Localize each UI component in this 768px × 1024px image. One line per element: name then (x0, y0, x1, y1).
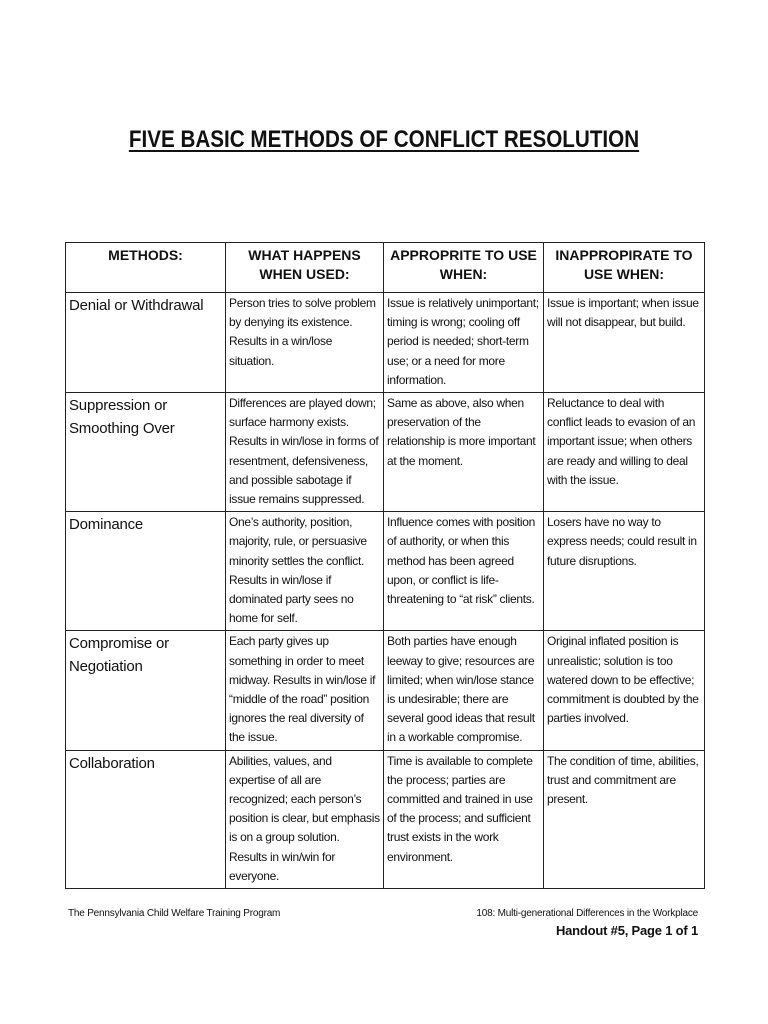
inappropriate-cell: Issue is important; when issue will not disappear, but build. (544, 293, 705, 393)
inappropriate-cell: Losers have no way to express needs; could result in future disruptions. (544, 512, 705, 631)
what-happens-cell: Person tries to solve problem by denying its existence. Results in a win/lose situation. (226, 293, 384, 393)
what-happens-cell: Abilities, values, and expertise of all are recognized; each person’s position is clear, but emphasis is on a group solution. Results in win/win for everyone. (226, 750, 384, 888)
footer-program-name: The Pennsylvania Child Welfare Training Program (68, 908, 281, 919)
method-cell: Collaboration (66, 750, 226, 888)
appropriate-cell: Time is available to complete the process; parties are committed and trained in use of the process; and sufficient trust exists in the work environment. (384, 750, 544, 888)
table-row (66, 512, 705, 631)
inappropriate-cell: The condition of time, abilities, trust and commitment are present. (544, 750, 705, 888)
header-what-happens: WHAT HAPPENS WHEN USED: (226, 243, 384, 293)
table-header-row (66, 243, 705, 293)
appropriate-cell: Both parties have enough leeway to give; resources are limited; when win/lose stance is undesirable; there are several good ideas that result in a workable compromise. (384, 631, 544, 750)
what-happens-cell: Differences are played down; surface harmony exists. Results in win/lose in forms of resentment, defensiveness, and possible sabotage if issue remains suppressed. (226, 393, 384, 512)
footer-handout-page: Handout #5, Page 1 of 1 (555, 923, 698, 938)
inappropriate-cell: Reluctance to deal with conflict leads to evasion of an important issue; when others are ready and willing to deal with the issue. (544, 393, 705, 512)
method-cell: Denial or Withdrawal (66, 293, 226, 393)
method-cell: Compromise or Negotiation (66, 631, 226, 750)
table-row (66, 631, 705, 750)
appropriate-cell: Influence comes with position of authority, or when this method has been agreed upon, or conflict is life-threatening to “at risk” clients. (384, 512, 544, 631)
table-row (66, 393, 705, 512)
table-row (66, 750, 705, 888)
header-inappropriate: INAPPROPIRATE TO USE WHEN: (544, 243, 705, 293)
what-happens-cell: Each party gives up something in order to meet midway. Results in win/lose if “middle of the road” position ignores the real diversity of the issue. (226, 631, 384, 750)
what-happens-cell: One’s authority, position, majority, rule, or persuasive minority settles the conflict. Results in win/lose if dominated party sees no home for self. (226, 512, 384, 631)
header-methods: METHODS: (66, 243, 226, 293)
footer-course-title: 108: Multi-generational Differences in the Workplace (476, 908, 698, 919)
page-title: FIVE BASIC METHODS OF CONFLICT RESOLUTION (128, 126, 640, 153)
table-row (66, 293, 705, 393)
appropriate-cell: Same as above, also when preservation of the relationship is more important at the moment. (384, 393, 544, 512)
method-cell: Dominance (66, 512, 226, 631)
conflict-methods-table (65, 242, 705, 889)
method-cell: Suppression or Smoothing Over (66, 393, 226, 512)
footer-right (476, 908, 698, 938)
inappropriate-cell: Original inflated position is unrealistic; solution is too watered down to be effective; commitment is doubted by the parties involved. (544, 631, 705, 750)
appropriate-cell: Issue is relatively unimportant; timing is wrong; cooling off period is needed; short-term use; or a need for more information. (384, 293, 544, 393)
header-appropriate: APPROPRITE TO USE WHEN: (384, 243, 544, 293)
